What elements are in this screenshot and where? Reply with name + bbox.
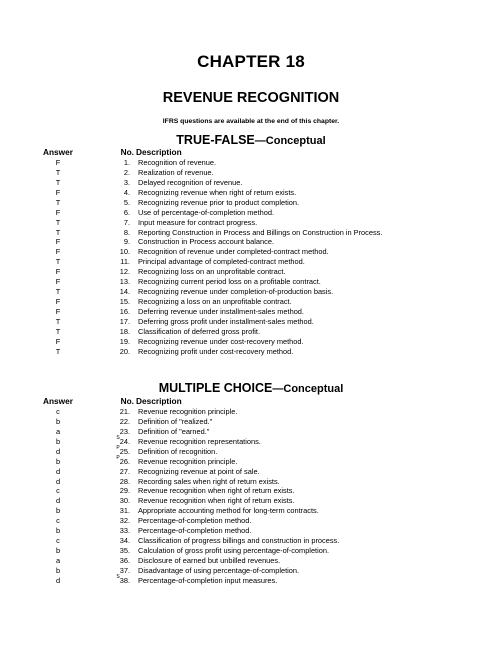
question-row <box>0 573 502 586</box>
question-number: 22. <box>119 416 130 426</box>
question-number-cell <box>100 267 130 277</box>
question-number-cell <box>100 417 130 427</box>
question-number-cell <box>100 486 130 496</box>
answer-cell: T <box>55 257 61 267</box>
question-row <box>0 287 502 297</box>
question-number-cell <box>100 287 130 297</box>
question-number: 29. <box>119 486 130 496</box>
question-number: 38. <box>119 575 130 585</box>
question-row <box>0 228 502 238</box>
question-number: 37. <box>119 565 130 575</box>
question-number-cell <box>100 506 130 516</box>
question-number: 9. <box>123 237 130 247</box>
description-cell: Definition of recognition. <box>138 446 218 456</box>
multiple-choice-table <box>0 397 502 586</box>
question-number: 25. <box>119 446 130 456</box>
question-number-cell <box>100 247 130 257</box>
question-row <box>0 297 502 307</box>
question-number-cell <box>100 434 130 447</box>
question-number-cell <box>100 496 130 506</box>
question-number: 1. <box>123 157 130 167</box>
description-header: Description <box>136 147 182 157</box>
question-number: 15. <box>119 297 130 307</box>
question-number: 28. <box>119 476 130 486</box>
question-row <box>0 566 502 576</box>
question-number-cell <box>100 454 130 467</box>
answer-cell: F <box>55 187 61 197</box>
answer-cell: F <box>55 267 61 277</box>
description-cell: Recognizing revenue when right of return exists. <box>138 187 297 197</box>
answer-cell: d <box>55 446 61 456</box>
description-cell: Input measure for contract progress. <box>138 217 258 227</box>
question-number: 20. <box>119 346 130 356</box>
question-number: 12. <box>119 267 130 277</box>
question-row <box>0 257 502 267</box>
question-number-cell <box>100 188 130 198</box>
description-cell: Revenue recognition principle. <box>138 406 238 416</box>
description-cell: Recognition of revenue. <box>138 157 217 167</box>
answer-cell: T <box>55 287 61 297</box>
description-cell: Percentage-of-completion input measures. <box>138 575 278 585</box>
question-row <box>0 307 502 317</box>
description-cell: Use of percentage-of-completion method. <box>138 207 274 217</box>
description-cell: Disclosure of earned but unbilled revenues. <box>138 556 281 565</box>
answer-cell: b <box>55 565 61 575</box>
multiple-choice-section-title <box>0 381 502 395</box>
chapter-title: CHAPTER 18 <box>197 52 305 71</box>
question-number-cell <box>100 208 130 218</box>
question-row <box>0 526 502 536</box>
multiple-choice-title-rest: —Conceptual <box>272 383 344 395</box>
question-number: 27. <box>119 466 130 476</box>
description-cell: Revenue recognition representations. <box>138 436 261 446</box>
answer-cell: b <box>55 526 61 536</box>
answer-cell: T <box>55 346 61 356</box>
description-cell: Recognizing current period loss on a profitable contract. <box>138 277 321 287</box>
question-row <box>0 337 502 347</box>
question-row <box>0 247 502 257</box>
description-cell: Construction in Process account balance. <box>138 237 274 247</box>
question-row <box>0 516 502 526</box>
answer-cell: d <box>55 496 61 506</box>
answer-cell: F <box>55 247 61 257</box>
question-number: 10. <box>119 247 130 257</box>
question-number: 35. <box>119 546 130 556</box>
description-cell: Calculation of gross profit using percentage-of-completion. <box>138 546 330 556</box>
description-cell: Appropriate accounting method for long-term contracts. <box>138 506 319 516</box>
question-number-cell <box>100 257 130 267</box>
multiple-choice-rows <box>0 407 502 586</box>
description-cell: Realization of revenue. <box>138 167 214 177</box>
question-number: 19. <box>119 336 130 346</box>
description-cell: Recognizing loss on an unprofitable contract. <box>138 267 286 277</box>
description-cell: Delayed recognition of revenue. <box>138 177 243 187</box>
number-header: No. <box>120 147 134 157</box>
question-row <box>0 208 502 218</box>
question-number-cell <box>100 218 130 228</box>
question-number-cell <box>100 327 130 337</box>
question-row <box>0 237 502 247</box>
answer-cell: T <box>55 167 61 177</box>
question-prefix: P <box>116 454 120 461</box>
description-cell: Revenue recognition when right of return exists. <box>138 486 295 496</box>
question-row <box>0 427 502 437</box>
question-row <box>0 556 502 566</box>
description-cell: Recognition of revenue under completed-contract method. <box>138 247 329 257</box>
question-number-cell <box>100 277 130 287</box>
answer-cell: b <box>55 416 61 426</box>
true-false-title-rest: —Conceptual <box>254 135 326 147</box>
ifrs-note: IFRS questions are available at the end of this chapter. <box>162 118 340 125</box>
number-header: No. <box>120 396 134 406</box>
answer-cell: F <box>55 336 61 346</box>
question-number: 14. <box>119 287 130 297</box>
description-cell: Definition of "earned." <box>138 426 210 436</box>
question-number: 32. <box>119 516 130 526</box>
question-number: 2. <box>123 167 130 177</box>
question-row <box>0 317 502 327</box>
question-row <box>0 477 502 487</box>
question-number: 33. <box>119 526 130 536</box>
question-number: 21. <box>119 406 130 416</box>
answer-cell: T <box>55 316 61 326</box>
answer-cell: b <box>55 456 61 466</box>
question-number: 13. <box>119 277 130 287</box>
answer-header: Answer <box>43 396 73 406</box>
question-number: 3. <box>123 177 130 187</box>
question-number: 30. <box>119 496 130 506</box>
question-number: 8. <box>123 227 130 237</box>
question-number-cell <box>100 467 130 477</box>
question-row <box>0 277 502 287</box>
answer-cell: F <box>55 277 61 287</box>
question-row <box>0 158 502 168</box>
question-prefix: S <box>116 573 120 580</box>
question-number-cell <box>100 516 130 526</box>
description-cell: Classification of deferred gross profit. <box>138 326 260 336</box>
question-row <box>0 168 502 178</box>
question-prefix: S <box>116 434 120 441</box>
question-number-cell <box>100 198 130 208</box>
answer-cell: T <box>55 217 61 227</box>
question-number-cell <box>100 307 130 317</box>
true-false-section-title <box>0 133 502 147</box>
question-number-cell <box>100 337 130 347</box>
question-number-cell <box>100 526 130 536</box>
true-false-table <box>0 148 502 357</box>
question-row <box>0 444 502 457</box>
description-cell: Revenue recognition principle. <box>138 456 238 466</box>
answer-cell: b <box>55 436 61 446</box>
true-false-rows <box>0 158 502 357</box>
answer-cell: F <box>55 237 61 247</box>
answer-cell: d <box>55 476 61 486</box>
answer-cell: c <box>56 406 60 416</box>
question-number: 31. <box>119 506 130 516</box>
description-cell: Classification of progress billings and construction in process. <box>138 536 340 546</box>
question-number: 7. <box>123 217 130 227</box>
description-cell: Deferring gross profit under installment-sales method. <box>138 316 314 326</box>
question-number-cell <box>100 168 130 178</box>
answer-cell: c <box>56 486 60 496</box>
question-number-cell <box>100 317 130 327</box>
answer-header: Answer <box>43 147 73 157</box>
description-cell: Recognizing revenue under cost-recovery method. <box>138 336 304 346</box>
question-row <box>0 417 502 427</box>
question-row <box>0 506 502 516</box>
question-number-cell <box>100 237 130 247</box>
question-number-cell <box>100 427 130 437</box>
description-cell: Revenue recognition when right of return exists. <box>138 496 295 506</box>
answer-cell: d <box>55 466 61 476</box>
question-row <box>0 188 502 198</box>
question-number-cell <box>100 347 130 357</box>
question-row <box>0 198 502 208</box>
question-number: 36. <box>119 556 130 565</box>
question-row <box>0 407 502 417</box>
question-number: 23. <box>119 426 130 436</box>
description-cell: Recording sales when right of return exists. <box>138 476 280 486</box>
question-row <box>0 267 502 277</box>
answer-cell: T <box>55 326 61 336</box>
question-number-cell <box>100 444 130 457</box>
question-row <box>0 454 502 467</box>
question-number: 5. <box>123 197 130 207</box>
question-number-cell <box>100 228 130 238</box>
question-row <box>0 434 502 447</box>
question-prefix: P <box>116 444 120 451</box>
answer-cell: T <box>55 227 61 237</box>
question-number: 17. <box>119 316 130 326</box>
answer-cell: T <box>55 177 61 187</box>
question-row <box>0 347 502 357</box>
question-row <box>0 496 502 506</box>
description-cell: Percentage-of-completion method. <box>138 516 252 526</box>
answer-cell: F <box>55 157 61 167</box>
description-cell: Definition of "realized." <box>138 416 213 426</box>
question-number: 18. <box>119 326 130 336</box>
answer-cell: c <box>56 536 60 546</box>
answer-cell: c <box>56 516 60 526</box>
question-row <box>0 467 502 477</box>
question-number-cell <box>100 556 130 566</box>
answer-cell: F <box>55 297 61 307</box>
multiple-choice-header-row <box>0 397 502 407</box>
question-number-cell <box>100 158 130 168</box>
multiple-choice-title-main: MULTIPLE CHOICE <box>158 381 273 395</box>
question-row <box>0 218 502 228</box>
question-number: 11. <box>120 257 130 267</box>
answer-cell: a <box>55 426 61 436</box>
answer-cell: F <box>55 207 61 217</box>
answer-cell: F <box>55 307 61 316</box>
question-number-cell <box>100 407 130 417</box>
question-row <box>0 327 502 337</box>
description-cell: Recognizing profit under cost-recovery method. <box>138 346 294 356</box>
answer-cell: T <box>55 197 61 207</box>
chapter-subtitle: REVENUE RECOGNITION <box>162 90 340 106</box>
question-number-cell <box>100 477 130 487</box>
description-cell: Principal advantage of completed-contract method. <box>138 257 305 267</box>
answer-cell: b <box>55 506 61 516</box>
description-cell: Recognizing a loss on an unprofitable contract. <box>138 297 292 307</box>
question-number: 6. <box>123 207 130 217</box>
question-number: 24. <box>119 436 130 446</box>
question-number-cell <box>100 566 130 576</box>
description-cell: Disadvantage of using percentage-of-completion. <box>138 565 300 575</box>
answer-cell: b <box>55 546 61 556</box>
description-cell: Recognizing revenue under completion-of-production basis. <box>138 287 334 297</box>
answer-cell: a <box>55 556 61 565</box>
description-cell: Deferring revenue under installment-sales method. <box>138 307 304 316</box>
question-number-cell <box>100 536 130 546</box>
question-row <box>0 486 502 496</box>
question-row <box>0 178 502 188</box>
question-number: 26. <box>119 456 130 466</box>
question-number-cell <box>100 573 130 586</box>
true-false-header-row <box>0 148 502 158</box>
question-number-cell <box>100 297 130 307</box>
question-number: 4. <box>123 187 130 197</box>
description-cell: Recognizing revenue prior to product completion. <box>138 197 300 207</box>
answer-cell: d <box>55 575 61 585</box>
question-number: 16. <box>119 307 130 316</box>
description-cell: Reporting Construction in Process and Billings on Construction in Process. <box>138 227 383 237</box>
description-header: Description <box>136 396 182 406</box>
description-cell: Percentage-of-completion method. <box>138 526 252 536</box>
question-number-cell <box>100 178 130 188</box>
description-cell: Recognizing revenue at point of sale. <box>138 466 260 476</box>
question-row <box>0 546 502 556</box>
true-false-title-main: TRUE-FALSE <box>176 133 255 147</box>
question-row <box>0 536 502 546</box>
question-number-cell <box>100 546 130 556</box>
question-number: 34. <box>119 536 130 546</box>
